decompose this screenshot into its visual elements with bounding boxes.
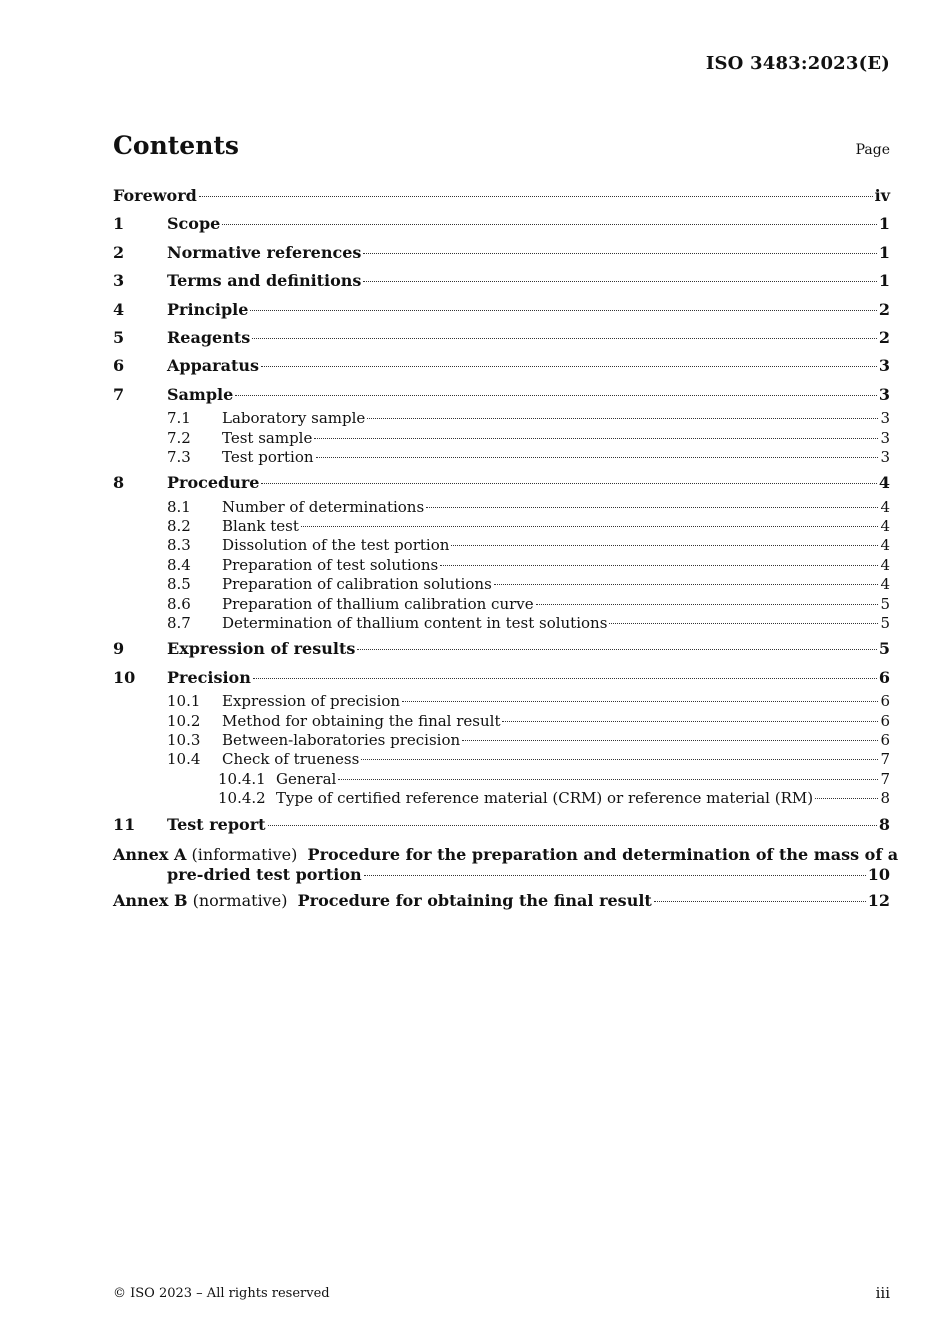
toc-entry-label: Number of determinations — [222, 497, 425, 516]
toc-entry[interactable] — [113, 595, 890, 614]
toc-entry[interactable] — [113, 789, 890, 809]
dot-leader — [536, 604, 879, 605]
toc-entry-page: 4 — [878, 473, 890, 493]
toc-entry[interactable] — [113, 182, 890, 210]
toc-entry-number: 10.4 — [167, 750, 201, 769]
toc-entry-page: 4 — [880, 575, 890, 594]
toc-entry-label: Laboratory sample — [222, 409, 366, 428]
annex-type: (normative) — [192, 891, 288, 911]
toc-entry[interactable] — [113, 352, 890, 380]
dot-leader — [361, 759, 878, 760]
toc-entry[interactable] — [113, 469, 890, 497]
toc-entry[interactable] — [113, 498, 890, 517]
toc-entry-label: Precision — [167, 667, 251, 687]
toc-entry-label: Preparation of thallium calibration curve — [222, 594, 534, 613]
dot-leader — [502, 721, 878, 722]
toc-entry-label: Test sample — [222, 428, 313, 447]
toc-entry-label: General — [276, 769, 337, 788]
dot-leader — [338, 779, 878, 780]
dot-leader — [261, 483, 876, 484]
toc-entry-number: 8 — [113, 473, 125, 493]
toc-entry-number: 10.1 — [167, 692, 201, 711]
toc-entry-page: 4 — [880, 555, 890, 574]
toc-entry[interactable] — [113, 635, 890, 663]
dot-leader — [253, 678, 877, 679]
toc-entry[interactable] — [113, 324, 890, 352]
toc-entry-label: Test portion — [222, 447, 314, 466]
toc-entry[interactable] — [113, 409, 890, 428]
toc-entry-label: Reagents — [167, 327, 251, 347]
toc-entry[interactable] — [113, 536, 890, 555]
toc-entry-page: 5 — [880, 614, 890, 633]
toc-entry-label: Terms and definitions — [167, 271, 362, 291]
dot-leader — [363, 253, 876, 254]
toc-entry-label: Between-laboratories precision — [222, 730, 461, 749]
annex-title-continued: pre-dried test portion — [167, 865, 362, 885]
copyright-notice: © ISO 2023 – All rights reserved — [113, 1286, 330, 1301]
dot-leader — [250, 310, 876, 311]
toc-entry-number: 7 — [113, 384, 125, 404]
toc-entry-number: 8.3 — [167, 536, 191, 555]
toc-entry-label: Type of certified reference material (CRM) or reference material (RM) — [276, 789, 814, 808]
toc-entry-label: Apparatus — [167, 356, 259, 376]
toc-entry-page: 3 — [880, 409, 890, 428]
toc-entry[interactable] — [113, 692, 890, 711]
toc-entry-page: 2 — [878, 299, 890, 319]
toc-entry[interactable] — [113, 210, 890, 238]
dot-leader — [316, 457, 879, 458]
dot-leader — [363, 281, 876, 282]
toc-entry-page: 6 — [880, 730, 890, 749]
toc-entry[interactable] — [113, 712, 890, 731]
toc-entry[interactable] — [113, 448, 890, 467]
toc-entry-number: 8.1 — [167, 497, 191, 516]
toc-entry[interactable] — [113, 614, 890, 633]
toc-entry-page: 4 — [880, 497, 890, 516]
toc-entry-label: Preparation of test solutions — [222, 555, 439, 574]
dot-leader — [609, 623, 878, 624]
toc-entry-page: 1 — [878, 242, 890, 262]
toc-entry-number: 10.4.1 — [218, 769, 266, 788]
annex-name: Annex A — [113, 845, 187, 865]
toc-annex-a[interactable] — [113, 845, 899, 885]
toc-entry-page: 4 — [880, 517, 890, 536]
toc-entry-number: 8.4 — [167, 555, 191, 574]
toc-entry-number: 5 — [113, 327, 125, 347]
toc-entry-page: 3 — [880, 428, 890, 447]
toc-entry-page: 8 — [878, 814, 890, 834]
toc-entry-page: 5 — [878, 639, 890, 659]
dot-leader — [268, 825, 877, 826]
toc-entry-number: 11 — [113, 814, 136, 834]
toc-entry-page: 3 — [878, 356, 890, 376]
page-number: iii — [875, 1284, 890, 1302]
toc-entry-label: Dissolution of the test portion — [222, 536, 450, 555]
document-id: ISO 3483:2023(E) — [705, 53, 890, 74]
dot-leader — [451, 545, 878, 546]
annex-page: 12 — [867, 891, 890, 911]
table-of-contents — [113, 182, 899, 915]
toc-entry-number: 10.4.2 — [218, 789, 266, 808]
toc-entry-number: 7.2 — [167, 428, 191, 447]
toc-entry[interactable] — [113, 267, 890, 295]
toc-entry-page: 3 — [878, 384, 890, 404]
toc-entry-label: Foreword — [113, 186, 197, 205]
toc-entry-number: 8.2 — [167, 517, 191, 536]
toc-entry-label: Preparation of calibration solutions — [222, 575, 492, 594]
toc-entry-label: Principle — [167, 299, 249, 319]
toc-entry-label: Expression of results — [167, 639, 356, 659]
toc-entry-number: 4 — [113, 299, 125, 319]
dot-leader — [402, 701, 878, 702]
toc-entry-label: Sample — [167, 384, 234, 404]
toc-entry-page: 6 — [880, 711, 890, 730]
toc-entry-number: 7.3 — [167, 447, 191, 466]
toc-entry-page: 5 — [880, 594, 890, 613]
toc-entry[interactable] — [113, 750, 890, 769]
dot-leader — [815, 798, 878, 799]
toc-entry-page: 2 — [878, 327, 890, 347]
dot-leader — [235, 395, 877, 396]
toc-entry[interactable] — [113, 239, 890, 267]
page-column-label: Page — [855, 142, 890, 158]
toc-entry-number: 8.7 — [167, 614, 191, 633]
dot-leader — [357, 649, 877, 650]
toc-entry-number: 10 — [113, 667, 136, 687]
toc-annex-b[interactable] — [113, 887, 890, 915]
toc-entry[interactable] — [113, 296, 890, 324]
toc-entry-page: 6 — [880, 692, 890, 711]
toc-entry-number: 3 — [113, 271, 125, 291]
toc-entry[interactable] — [113, 731, 890, 750]
toc-entry-number: 2 — [113, 242, 125, 262]
toc-entry-number: 9 — [113, 639, 125, 659]
toc-entry-page: 3 — [880, 447, 890, 466]
dot-leader — [364, 875, 866, 876]
toc-entry[interactable] — [113, 517, 890, 536]
dot-leader — [462, 740, 878, 741]
dot-leader — [426, 507, 878, 508]
dot-leader — [314, 438, 878, 439]
toc-entry-page: 8 — [880, 789, 890, 808]
toc-entry-label: Check of trueness — [222, 750, 360, 769]
annex-name: Annex B — [113, 891, 188, 911]
toc-entry[interactable] — [113, 811, 890, 839]
toc-entry[interactable] — [113, 429, 890, 448]
toc-entry-page: 4 — [880, 536, 890, 555]
toc-entry[interactable] — [113, 381, 890, 409]
toc-entry-number: 8.6 — [167, 594, 191, 613]
annex-page: 10 — [867, 865, 890, 885]
toc-entry-label: Normative references — [167, 242, 362, 262]
toc-entry-page: 7 — [880, 750, 890, 769]
toc-entry-number: 1 — [113, 214, 125, 234]
toc-entry-page: iv — [874, 186, 890, 205]
toc-entry-page: 1 — [878, 214, 890, 234]
annex-title: Procedure for the preparation and determination of the mass of a — [307, 845, 899, 865]
toc-entry[interactable] — [113, 556, 890, 575]
dot-leader — [252, 338, 877, 339]
dot-leader — [301, 526, 879, 527]
dot-leader — [222, 224, 877, 225]
dot-leader — [367, 418, 878, 419]
toc-entry-label: Blank test — [222, 517, 299, 536]
toc-entry-number: 8.5 — [167, 575, 191, 594]
toc-entry-page: 1 — [878, 271, 890, 291]
toc-entry-number: 10.2 — [167, 711, 201, 730]
dot-leader — [440, 565, 878, 566]
toc-entry[interactable] — [113, 664, 890, 692]
toc-entry-label: Method for obtaining the final result — [222, 711, 501, 730]
toc-entry-number: 7.1 — [167, 409, 191, 428]
dot-leader — [261, 366, 877, 367]
toc-entry-page: 6 — [878, 667, 890, 687]
annex-title: Procedure for obtaining the final result — [297, 891, 652, 911]
toc-entry-label: Scope — [167, 214, 221, 234]
dot-leader — [494, 584, 879, 585]
toc-entry-label: Test report — [167, 814, 266, 834]
page-title: Contents — [113, 131, 240, 160]
toc-entry-number: 6 — [113, 356, 125, 376]
toc-entry-page: 7 — [880, 769, 890, 788]
dot-leader — [654, 901, 866, 902]
toc-entry-number: 10.3 — [167, 730, 201, 749]
toc-entry-label: Procedure — [167, 473, 260, 493]
toc-entry[interactable] — [113, 575, 890, 594]
toc-entry[interactable] — [113, 770, 890, 790]
toc-entry-label: Determination of thallium content in test solutions — [222, 614, 608, 633]
toc-entry-label: Expression of precision — [222, 692, 401, 711]
dot-leader — [199, 196, 873, 197]
annex-type: (informative) — [191, 845, 298, 865]
